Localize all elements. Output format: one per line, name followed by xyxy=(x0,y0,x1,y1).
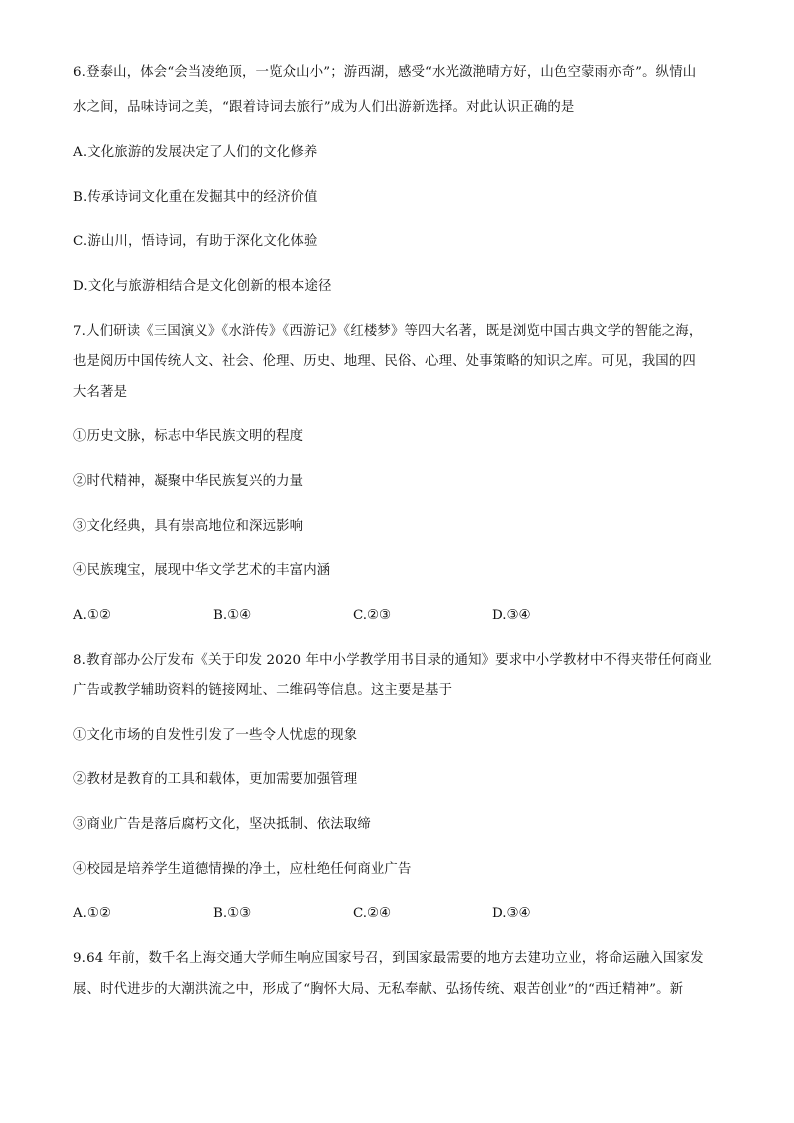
q7-item-3: ③文化经典，具有崇高地位和深远影响 xyxy=(73,519,304,534)
q7-item-4: ④民族瑰宝，展现中华文学艺术的丰富内涵 xyxy=(73,563,331,578)
q7-stem-line-1: 7.人们研读《三国演义》《水浒传》《西游记》《红楼梦》等四大名著，既是浏览中国古典文学的智能之海， xyxy=(73,324,703,339)
q7-item-1: ①历史文脉，标志中华民族文明的程度 xyxy=(73,429,304,444)
q7-choice-a: A.①② xyxy=(73,608,111,623)
q7-choice-c: C.②③ xyxy=(353,608,392,623)
q6-option-c: C.游山川，悟诗词，有助于深化文化体验 xyxy=(73,234,318,249)
q8-choice-d: D.③④ xyxy=(492,906,531,921)
q8-choice-c: C.②④ xyxy=(353,906,392,921)
q9-stem-line-1: 9.64 年前，数千名上海交通大学师生响应国家号召，到国家最需要的地方去建功立业，将命运融入国家发 xyxy=(73,951,704,966)
q6-option-b: B.传承诗词文化重在发掘其中的经济价值 xyxy=(73,190,318,205)
q8-item-4: ④校园是培养学生道德情操的净土，应杜绝任何商业广告 xyxy=(73,862,412,877)
q8-choice-a: A.①② xyxy=(73,906,111,921)
q8-item-1: ①文化市场的自发性引发了一些令人忧虑的现象 xyxy=(73,728,358,743)
q7-choice-b: B.①④ xyxy=(213,608,252,623)
q9-stem-line-2: 展、时代进步的大潮洪流之中，形成了“胸怀大局、无私奉献、弘扬传统、艰苦创业”的“西迁精神”。新 xyxy=(73,982,684,997)
q8-item-2: ②教材是教育的工具和载体，更加需要加强管理 xyxy=(73,772,358,787)
q6-option-a: A.文化旅游的发展决定了人们的文化修养 xyxy=(73,145,318,160)
q6-stem-line-2: 水之间，品味诗词之美，“跟着诗词去旅行”成为人们出游新选择。对此认识正确的是 xyxy=(73,100,575,115)
q8-stem-line-2: 广告或教学辅助资料的链接网址、二维码等信息。这主要是基于 xyxy=(73,683,453,698)
q7-choice-d: D.③④ xyxy=(492,608,531,623)
q7-item-2: ②时代精神，凝聚中华民族复兴的力量 xyxy=(73,474,304,489)
q6-option-d: D.文化与旅游相结合是文化创新的根本途径 xyxy=(73,279,332,294)
q6-stem-line-1: 6.登泰山，体会“会当凌绝顶，一览众山小”；游西湖，感受“水光潋滟晴方好，山色空蒙雨亦奇”。纵情山 xyxy=(73,65,697,80)
q8-item-3: ③商业广告是落后腐朽文化，坚决抵制、依法取缔 xyxy=(73,817,371,832)
q7-stem-line-2: 也是阅历中国传统人文、社会、伦理、历史、地理、民俗、心理、处事策略的知识之库。可见，我国的四 xyxy=(73,354,696,369)
q7-stem-line-3: 大名著是 xyxy=(73,385,128,400)
q8-stem-line-1: 8.教育部办公厅发布《关于印发 2020 年中小学教学用书目录的通知》要求中小学教材中不得夹带任何商业 xyxy=(73,653,712,668)
q8-choice-b: B.①③ xyxy=(213,906,252,921)
